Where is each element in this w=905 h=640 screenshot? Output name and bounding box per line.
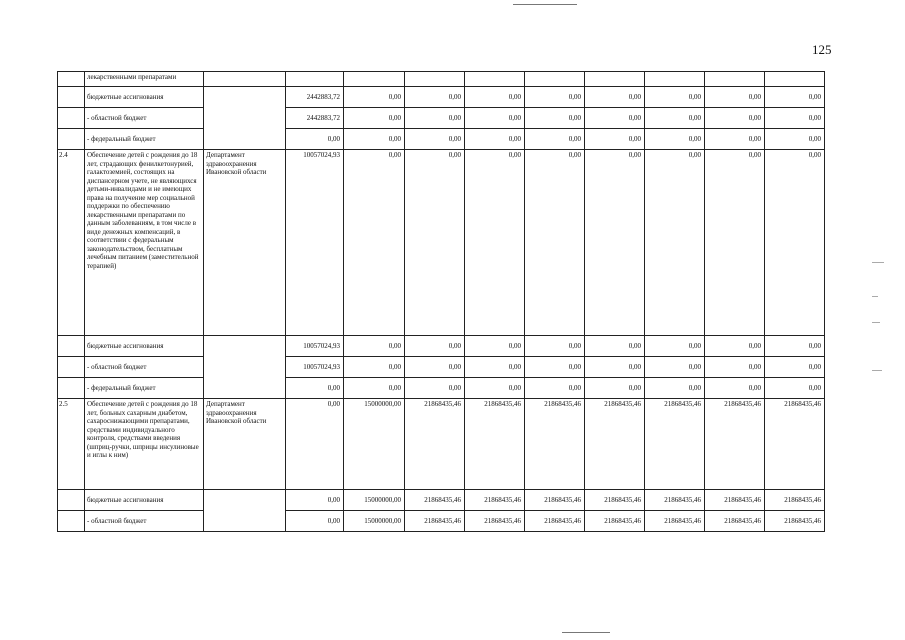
value-cell: 21868435,46	[465, 490, 525, 511]
value-cell: 0,00	[705, 129, 765, 150]
row-label: лекарственными препаратами	[85, 72, 204, 87]
item-department: Департамент здравоохранения Ивановской области	[204, 399, 286, 490]
value-cell: 0,00	[525, 108, 585, 129]
value-cell: 0,00	[525, 129, 585, 150]
value-cell: 21868435,46	[405, 490, 465, 511]
value-cell: 0,00	[705, 108, 765, 129]
value-cell: 21868435,46	[465, 399, 525, 490]
value-cell: 0,00	[405, 357, 465, 378]
dept-cell	[204, 490, 286, 532]
value-cell: 0,00	[705, 87, 765, 108]
value-cell: 0,00	[585, 108, 645, 129]
item-code: 2.5	[58, 399, 85, 490]
value-cell: 21868435,46	[705, 399, 765, 490]
value-cell: 0,00	[286, 399, 344, 490]
value-cell: 21868435,46	[465, 511, 525, 532]
value-cell: 0,00	[525, 87, 585, 108]
value-cell: 21868435,46	[585, 490, 645, 511]
value-cell: 0,00	[405, 108, 465, 129]
value-cell: 21868435,46	[585, 399, 645, 490]
item-description: Обеспечение детей с рождения до 18 лет, страдающих фенилкетонурией, галактоземией, состоящих на диспансерном учете, не являющихся детьми-инвалидами и не имеющих права на получение мер социальной поддержки по обеспечению лекарственными препаратами по данным заболеваниям, в том числе в виде денежных компенсаций, в соответствии с федеральным законодательством, бесплатным лечебным питанием (заместительной терапией)	[85, 150, 204, 336]
value-cell: 0,00	[585, 129, 645, 150]
scan-artifact	[872, 296, 878, 297]
table-row-item-2-5	[58, 399, 825, 490]
value-cell: 21868435,46	[765, 511, 825, 532]
value-cell: 0,00	[525, 378, 585, 399]
value-cell: 10057024,93	[286, 150, 344, 336]
value-cell: 0,00	[765, 108, 825, 129]
value-cell: 0,00	[344, 378, 405, 399]
value-cell: 0,00	[465, 129, 525, 150]
table-row	[58, 72, 825, 87]
value-cell: 0,00	[645, 357, 705, 378]
row-label: - федеральный бюджет	[85, 378, 204, 399]
row-label: - областной бюджет	[85, 357, 204, 378]
value-cell: 0,00	[344, 108, 405, 129]
item-description: Обеспечение детей с рождения до 18 лет, больных сахарным диабетом, сахароснижающими препаратами, средствами индивидуального контроля, средствами введения (шприц-ручки, шприцы инсулиновые и иглы к ним)	[85, 399, 204, 490]
value-cell: 0,00	[525, 357, 585, 378]
value-cell: 21868435,46	[645, 490, 705, 511]
value-cell: 0,00	[765, 336, 825, 357]
value-cell: 0,00	[405, 129, 465, 150]
value-cell: 0,00	[286, 129, 344, 150]
value-cell: 21868435,46	[525, 399, 585, 490]
table-row	[58, 511, 825, 532]
value-cell: 0,00	[705, 378, 765, 399]
value-cell: 21868435,46	[765, 399, 825, 490]
value-cell: 21868435,46	[525, 490, 585, 511]
value-cell: 0,00	[465, 357, 525, 378]
value-cell: 0,00	[585, 87, 645, 108]
value-cell: 21868435,46	[645, 399, 705, 490]
value-cell: 15000000,00	[344, 399, 405, 490]
scan-artifact	[872, 370, 882, 371]
row-label: бюджетные ассигнования	[85, 87, 204, 108]
value-cell: 0,00	[286, 490, 344, 511]
table-row	[58, 87, 825, 108]
value-cell: 0,00	[525, 336, 585, 357]
value-cell: 0,00	[344, 336, 405, 357]
value-cell: 0,00	[405, 378, 465, 399]
budget-table	[57, 71, 825, 532]
value-cell: 0,00	[585, 378, 645, 399]
value-cell: 10057024,93	[286, 357, 344, 378]
value-cell: 0,00	[286, 378, 344, 399]
value-cell: 15000000,00	[344, 511, 405, 532]
table-row	[58, 336, 825, 357]
value-cell: 0,00	[765, 87, 825, 108]
table-row	[58, 490, 825, 511]
value-cell: 0,00	[525, 150, 585, 336]
code-cell	[58, 72, 85, 87]
value-cell: 0,00	[465, 336, 525, 357]
value-cell: 21868435,46	[705, 490, 765, 511]
value-cell: 21868435,46	[585, 511, 645, 532]
value-cell: 0,00	[344, 87, 405, 108]
value-cell: 0,00	[344, 150, 405, 336]
scan-artifact	[872, 322, 880, 323]
value-cell: 0,00	[344, 357, 405, 378]
value-cell: 0,00	[705, 357, 765, 378]
table-row	[58, 378, 825, 399]
row-label: - областной бюджет	[85, 108, 204, 129]
value-cell: 0,00	[765, 150, 825, 336]
dept-cell	[204, 336, 286, 399]
value-cell: 0,00	[765, 357, 825, 378]
dept-cell	[204, 87, 286, 150]
value-cell: 0,00	[645, 150, 705, 336]
value-cell: 0,00	[465, 108, 525, 129]
value-cell: 0,00	[585, 357, 645, 378]
value-cell: 0,00	[705, 336, 765, 357]
value-cell: 0,00	[286, 511, 344, 532]
value-cell: 0,00	[645, 129, 705, 150]
value-cell: 0,00	[465, 87, 525, 108]
value-cell: 0,00	[645, 108, 705, 129]
value-cell: 21868435,46	[765, 490, 825, 511]
value-cell: 0,00	[765, 129, 825, 150]
row-label: - федеральный бюджет	[85, 129, 204, 150]
value-cell: 2442883,72	[286, 108, 344, 129]
bottom-scan-line	[562, 632, 610, 633]
value-cell: 21868435,46	[405, 399, 465, 490]
item-code: 2.4	[58, 150, 85, 336]
top-scan-line	[513, 4, 577, 5]
value-cell: 0,00	[344, 129, 405, 150]
table-row	[58, 129, 825, 150]
value-cell: 0,00	[465, 378, 525, 399]
scan-artifact	[872, 262, 884, 263]
value-cell: 0,00	[405, 87, 465, 108]
value-cell: 0,00	[645, 378, 705, 399]
value-cell: 0,00	[405, 336, 465, 357]
page-number: 125	[812, 42, 832, 57]
value-cell: 0,00	[585, 150, 645, 336]
value-cell: 0,00	[405, 150, 465, 336]
value-cell: 21868435,46	[705, 511, 765, 532]
value-cell: 0,00	[465, 150, 525, 336]
value-cell: 21868435,46	[405, 511, 465, 532]
row-label: - областной бюджет	[85, 511, 204, 532]
value-cell: 0,00	[645, 336, 705, 357]
value-cell: 0,00	[585, 336, 645, 357]
table-row-item-2-4	[58, 150, 825, 336]
row-label: бюджетные ассигнования	[85, 490, 204, 511]
row-label: бюджетные ассигнования	[85, 336, 204, 357]
value-cell: 2442883,72	[286, 87, 344, 108]
value-cell: 21868435,46	[645, 511, 705, 532]
table-row	[58, 357, 825, 378]
value-cell: 21868435,46	[525, 511, 585, 532]
value-cell: 15000000,00	[344, 490, 405, 511]
value-cell: 10057024,93	[286, 336, 344, 357]
item-department: Департамент здравоохранения Ивановской области	[204, 150, 286, 336]
value-cell: 0,00	[645, 87, 705, 108]
table-row	[58, 108, 825, 129]
value-cell: 0,00	[705, 150, 765, 336]
value-cell: 0,00	[765, 378, 825, 399]
